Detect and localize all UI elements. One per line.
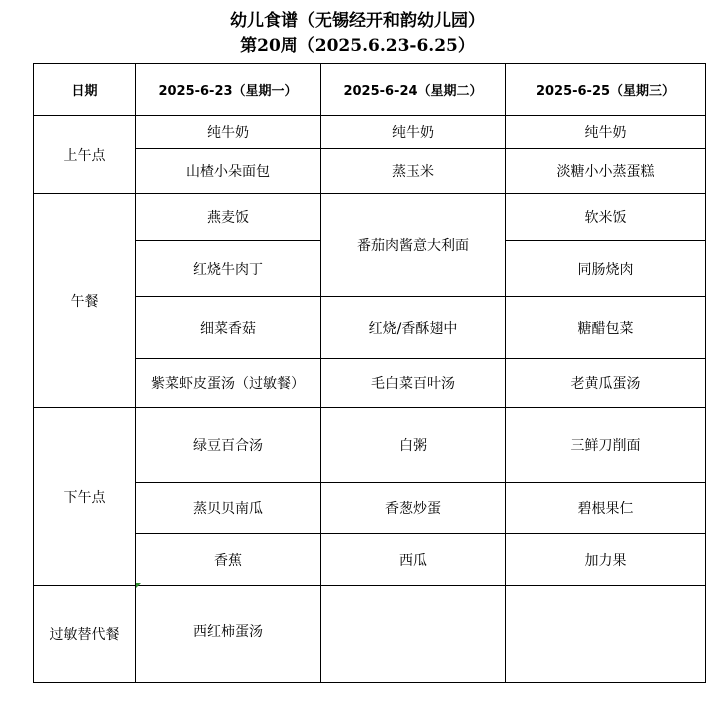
day-header-mon: 2025-6-23（星期一） (136, 64, 321, 116)
menu-cell: 紫菜虾皮蛋汤（过敏餐） (136, 359, 321, 408)
section-label-afternoon-snack: 下午点 (34, 408, 136, 586)
menu-cell: 蒸贝贝南瓜 (136, 483, 321, 534)
menu-cell: 燕麦饭 (136, 194, 321, 241)
menu-cell: 番茄肉酱意大利面 (321, 194, 506, 297)
cell-comment-marker (136, 583, 141, 588)
day-header-tue: 2025-6-24（星期二） (321, 64, 506, 116)
menu-cell: 糖醋包菜 (506, 297, 706, 359)
menu-cell: 淡糖小小蒸蛋糕 (506, 149, 706, 194)
section-label-morning-snack: 上午点 (34, 116, 136, 194)
menu-cell: 白粥 (321, 408, 506, 483)
menu-cell: 碧根果仁 (506, 483, 706, 534)
menu-cell: 细菜香菇 (136, 297, 321, 359)
menu-cell: 三鲜刀削面 (506, 408, 706, 483)
day-header-wed: 2025-6-25（星期三） (506, 64, 706, 116)
table-row (34, 586, 706, 683)
menu-cell: 毛白菜百叶汤 (321, 359, 506, 408)
table-row (34, 408, 706, 483)
menu-table (33, 63, 706, 683)
menu-cell: 纯牛奶 (506, 116, 706, 149)
table-row (34, 116, 706, 149)
menu-cell: 香蕉 (136, 534, 321, 586)
date-header: 日期 (34, 64, 136, 116)
menu-cell: 蒸玉米 (321, 149, 506, 194)
menu-cell: 红烧牛肉丁 (136, 241, 321, 297)
menu-cell: 西瓜 (321, 534, 506, 586)
menu-cell: 西红柿蛋汤 (136, 586, 321, 683)
table-row (34, 194, 706, 241)
menu-cell: 红烧/香酥翅中 (321, 297, 506, 359)
section-label-lunch: 午餐 (34, 194, 136, 408)
menu-cell: 纯牛奶 (136, 116, 321, 149)
menu-week-subtitle: 第20周（2025.6.23-6.25） (240, 36, 475, 56)
menu-cell: 绿豆百合汤 (136, 408, 321, 483)
menu-cell: 同肠烧肉 (506, 241, 706, 297)
menu-cell: 软米饭 (506, 194, 706, 241)
menu-title: 幼儿食谱（无锡经开和韵幼儿园） (230, 11, 485, 31)
menu-cell: 山楂小朵面包 (136, 149, 321, 194)
section-label-allergy: 过敏替代餐 (34, 586, 136, 683)
header-row (34, 64, 706, 116)
menu-cell: 加力果 (506, 534, 706, 586)
menu-cell-empty (321, 586, 506, 683)
menu-cell-empty (506, 586, 706, 683)
menu-cell: 老黄瓜蛋汤 (506, 359, 706, 408)
menu-cell: 香葱炒蛋 (321, 483, 506, 534)
menu-cell: 纯牛奶 (321, 116, 506, 149)
